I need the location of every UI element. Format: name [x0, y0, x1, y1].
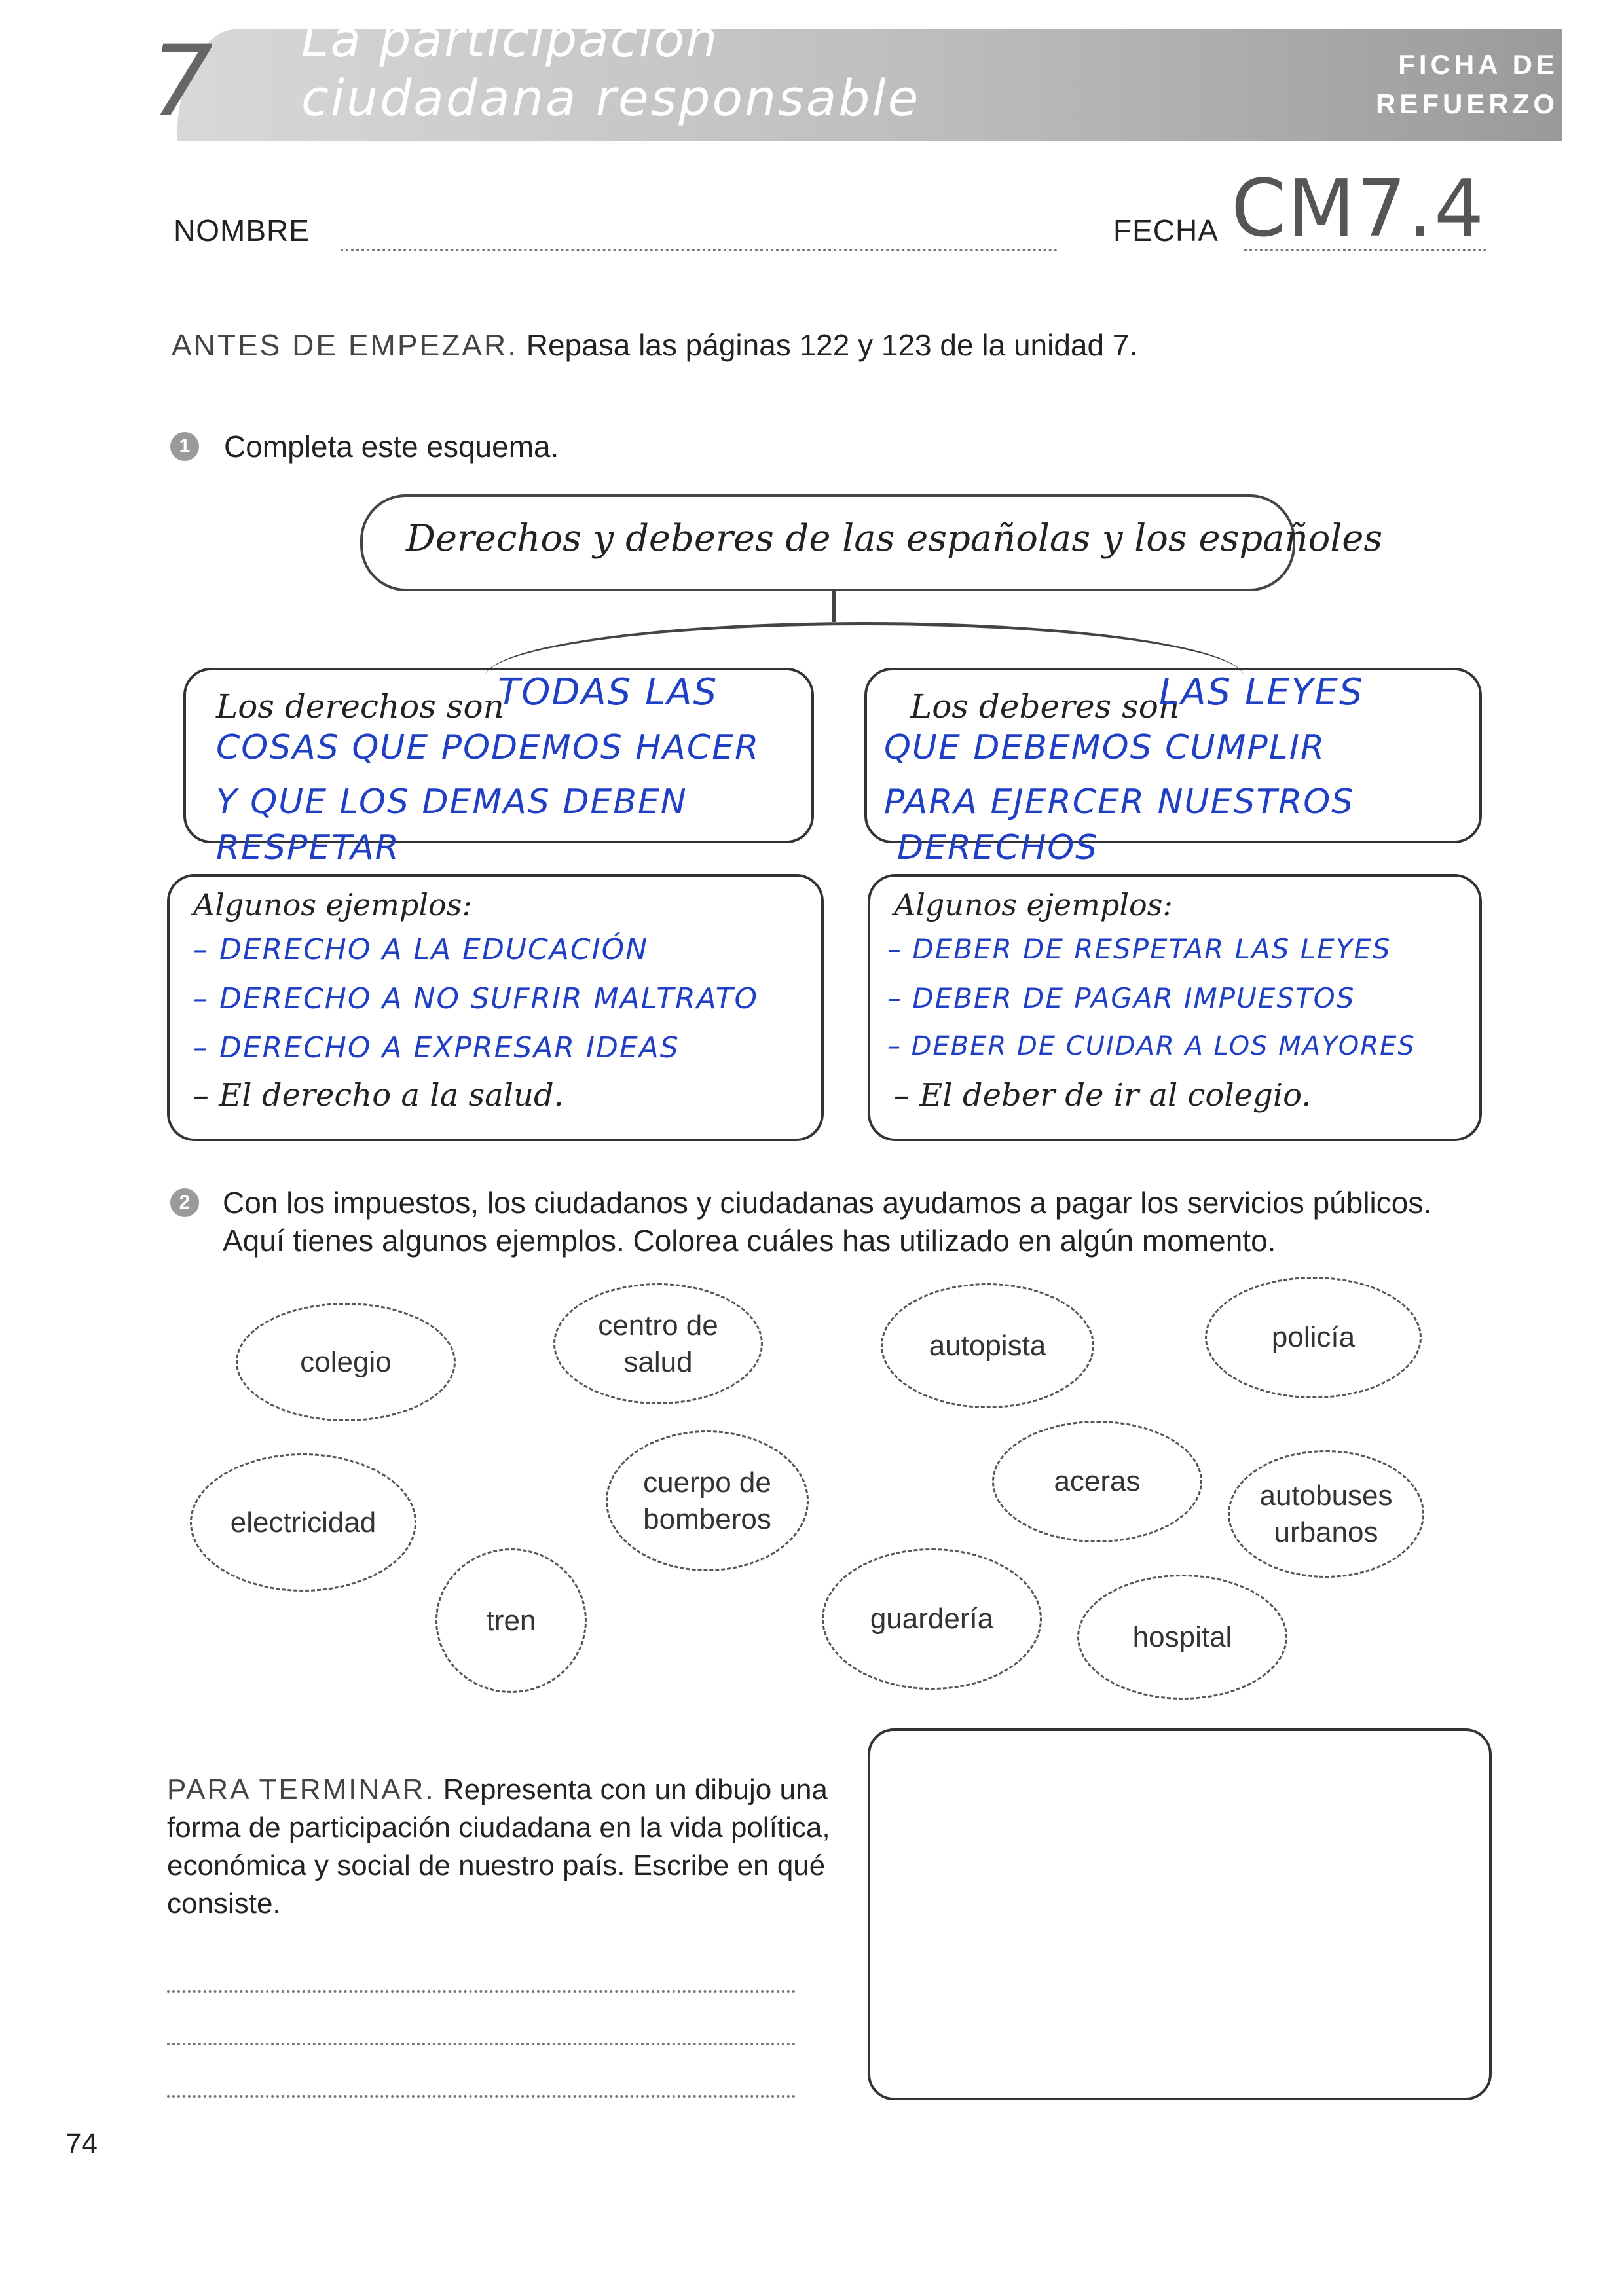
worksheet-type-line1: FICHA DE	[1398, 49, 1559, 80]
service-oval-guarderia[interactable]: guardería	[822, 1548, 1042, 1690]
service-oval-autopista[interactable]: autopista	[881, 1283, 1094, 1408]
unit-title-line2: ciudadana responsable	[301, 69, 921, 127]
service-oval-cuerpo-de-bomberos[interactable]: cuerpo de bomberos	[606, 1430, 809, 1571]
derechos-answer-line[interactable]: Y QUE LOS DEMAS DEBEN	[216, 782, 688, 822]
service-oval-electricidad[interactable]: electricidad	[190, 1453, 416, 1592]
antes-text: Repasa las páginas 122 y 123 de la unidad 7.	[517, 328, 1138, 362]
nombre-label: NOMBRE	[174, 213, 310, 247]
fecha-handwritten-value: CM7.4	[1231, 164, 1486, 255]
unit-number: 7	[151, 25, 213, 139]
para-terminar-text: Representa con un dibujo una forma de participación ciudadana en la vida política, económica y social de nuestro país. Escribe en qué consiste.	[167, 1774, 830, 1920]
antes-heading: ANTES DE EMPEZAR.	[172, 328, 518, 362]
nombre-field[interactable]	[341, 249, 1058, 251]
derechos-answer-line[interactable]: RESPETAR	[216, 828, 400, 867]
fecha-label: FECHA	[1113, 213, 1219, 247]
drawing-area[interactable]	[868, 1728, 1492, 2100]
service-oval-policia[interactable]: policía	[1205, 1277, 1422, 1398]
unit-title-line1: La participación	[301, 10, 719, 68]
ejemplo-derecho-printed: – El derecho a la salud.	[193, 1077, 564, 1114]
exercise-2-instruction-line1: Con los impuestos, los ciudadanos y ciudadanas ayudamos a pagar los servicios públicos.	[223, 1186, 1432, 1220]
para-terminar-heading: PARA TERMINAR.	[167, 1774, 435, 1806]
derechos-answer-line[interactable]: COSAS QUE PODEMOS HACER	[216, 728, 760, 767]
ejemplo-derecho-item[interactable]: – DERECHO A EXPRESAR IDEAS	[193, 1031, 680, 1065]
service-oval-colegio[interactable]: colegio	[236, 1303, 456, 1421]
answer-write-line[interactable]	[167, 2095, 796, 2098]
exercise-2-instruction-line2: Aquí tienes algunos ejemplos. Colorea cuáles has utilizado en algún momento.	[223, 1224, 1276, 1258]
page-number: 74	[65, 2128, 98, 2160]
ejemplo-derecho-item[interactable]: – DERECHO A NO SUFRIR MALTRATO	[193, 982, 759, 1015]
service-oval-aceras[interactable]: aceras	[992, 1421, 1202, 1542]
ejemplos-deberes-heading: Algunos ejemplos:	[894, 887, 1173, 922]
answer-write-line[interactable]	[167, 1990, 796, 1993]
ejemplo-deber-printed: – El deber de ir al colegio.	[894, 1077, 1312, 1114]
service-oval-hospital[interactable]: hospital	[1077, 1575, 1287, 1700]
ejemplo-deber-item[interactable]: – DEBER DE CUIDAR A LOS MAYORES	[887, 1031, 1416, 1061]
deberes-answer-line[interactable]: DERECHOS	[897, 828, 1099, 867]
answer-write-line[interactable]	[167, 2043, 796, 2045]
ejemplos-derechos-heading: Algunos ejemplos:	[193, 887, 472, 922]
para-terminar	[167, 1771, 848, 1923]
ejemplo-deber-item[interactable]: – DEBER DE PAGAR IMPUESTOS	[887, 982, 1356, 1014]
deberes-answer-line[interactable]: LAS LEYES	[1159, 671, 1364, 714]
deberes-answer-line[interactable]: QUE DEBEMOS CUMPLIR	[884, 728, 1326, 767]
ejemplo-derecho-item[interactable]: – DERECHO A LA EDUCACIÓN	[193, 933, 649, 966]
service-oval-autobuses-urbanos[interactable]: autobuses urbanos	[1228, 1450, 1424, 1578]
exercise-1-number: 1	[170, 432, 199, 461]
scheme-title: Derechos y deberes de las españolas y los españoles	[406, 517, 1383, 560]
derechos-label: Los derechos son	[216, 687, 504, 725]
antes-de-empezar	[172, 327, 1137, 363]
worksheet-type-line2: REFUERZO	[1376, 88, 1559, 119]
service-oval-centro-de-salud[interactable]: centro de salud	[553, 1283, 763, 1404]
scheme-connector	[832, 589, 836, 622]
exercise-1-instruction: Completa este esquema.	[224, 429, 559, 464]
service-oval-tren[interactable]: tren	[435, 1548, 587, 1693]
derechos-answer-line[interactable]: TODAS LAS	[498, 671, 718, 714]
exercise-2-number: 2	[170, 1188, 199, 1217]
ejemplo-deber-item[interactable]: – DEBER DE RESPETAR LAS LEYES	[887, 933, 1392, 965]
deberes-answer-line[interactable]: PARA EJERCER NUESTROS	[884, 782, 1355, 822]
deberes-label: Los deberes son	[910, 687, 1180, 725]
